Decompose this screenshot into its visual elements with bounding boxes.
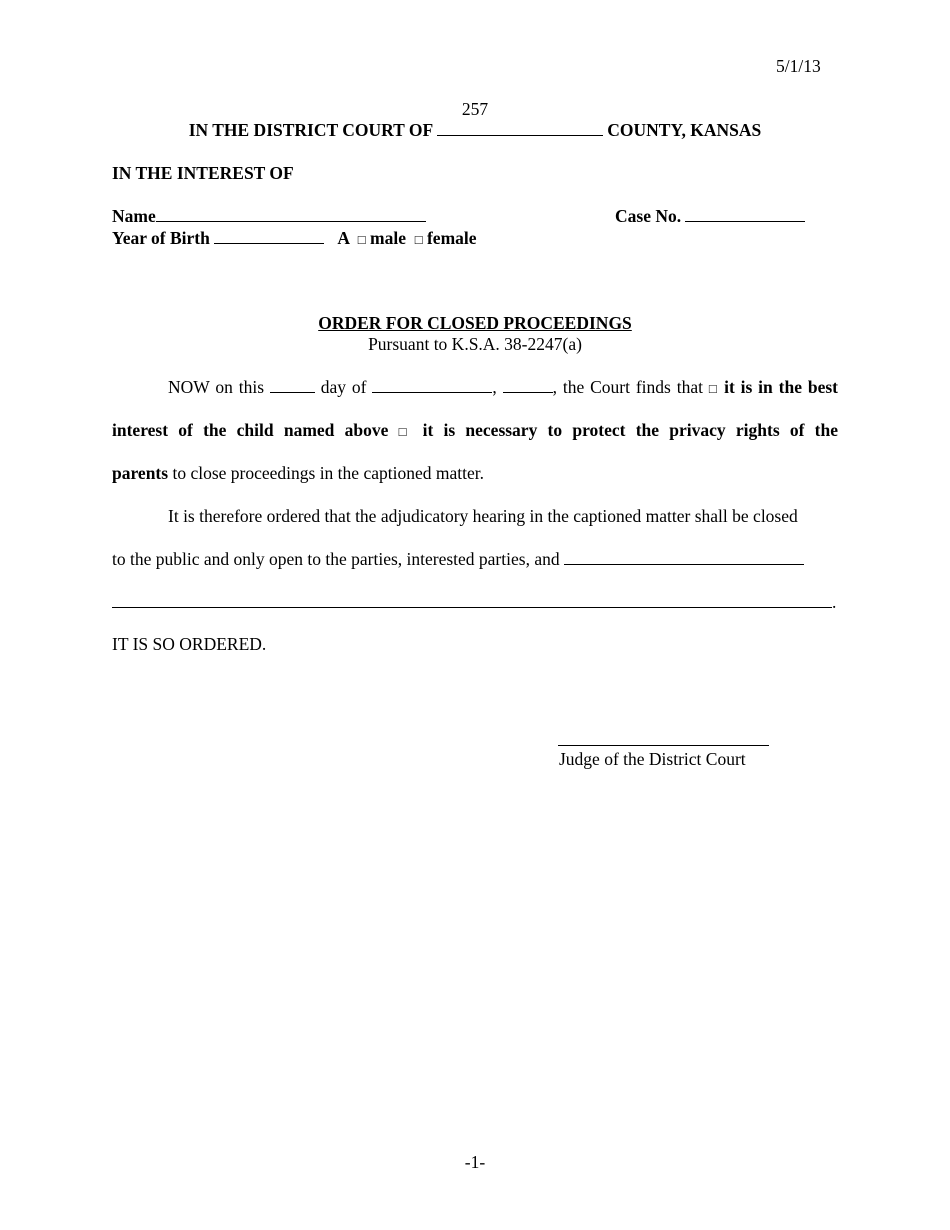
para2-line1: It is therefore ordered that the adjudicatory hearing in the captioned matter shall be closed bbox=[168, 506, 798, 526]
a-label: A bbox=[337, 228, 350, 248]
name-row bbox=[112, 206, 426, 226]
female-label: female bbox=[426, 228, 477, 248]
period: . bbox=[832, 592, 837, 612]
form-date: 5/1/13 bbox=[776, 56, 821, 76]
para1-rest: to close proceedings in the captioned matter. bbox=[172, 463, 484, 483]
signature-line[interactable] bbox=[558, 745, 769, 746]
option2-text: it is necessary to protect the privacy rights of the bbox=[422, 420, 839, 440]
option2-text-cont: parents bbox=[112, 463, 169, 483]
privacy-checkbox[interactable]: □ bbox=[398, 424, 413, 439]
court-finds-text: , the Court finds that bbox=[552, 377, 703, 397]
order-title: ORDER FOR CLOSED PROCEEDINGS bbox=[318, 313, 632, 333]
birth-row bbox=[112, 228, 477, 250]
additional-parties-blank-cont[interactable] bbox=[112, 592, 832, 608]
name-label: Name bbox=[112, 206, 156, 226]
name-blank[interactable] bbox=[156, 206, 426, 222]
day-of-text: day of bbox=[320, 377, 367, 397]
court-heading bbox=[0, 120, 950, 140]
best-interest-checkbox[interactable]: □ bbox=[708, 381, 719, 396]
female-checkbox[interactable]: □ bbox=[414, 232, 423, 247]
judge-label: Judge of the District Court bbox=[559, 749, 746, 769]
male-checkbox[interactable]: □ bbox=[357, 232, 366, 247]
day-blank[interactable] bbox=[270, 377, 315, 393]
para2-line3 bbox=[112, 592, 836, 612]
page-number: -1- bbox=[464, 1152, 486, 1172]
case-number-blank[interactable] bbox=[685, 206, 805, 222]
additional-parties-blank[interactable] bbox=[564, 549, 804, 565]
now-text: NOW on this bbox=[168, 377, 265, 397]
court-prefix: IN THE DISTRICT COURT OF bbox=[188, 120, 433, 140]
interest-of-heading: IN THE INTEREST OF bbox=[112, 163, 294, 183]
case-label: Case No. bbox=[615, 206, 682, 226]
para1-line3 bbox=[112, 463, 484, 483]
form-number: 257 bbox=[461, 99, 489, 119]
para2-text: to the public and only open to the parties, interested parties, and bbox=[112, 549, 560, 569]
male-label: male bbox=[370, 228, 406, 248]
para1-line1 bbox=[168, 377, 838, 399]
county-blank[interactable] bbox=[437, 120, 603, 136]
option1-text: it is in the best bbox=[724, 377, 838, 397]
birth-year-blank[interactable] bbox=[214, 228, 324, 244]
so-ordered: IT IS SO ORDERED. bbox=[112, 634, 267, 654]
court-suffix: COUNTY, KANSAS bbox=[607, 120, 762, 140]
statute-reference: Pursuant to K.S.A. 38-2247(a) bbox=[368, 334, 582, 354]
birth-label: Year of Birth bbox=[112, 228, 210, 248]
case-row bbox=[615, 206, 805, 226]
comma: , bbox=[492, 377, 497, 397]
para1-line2 bbox=[112, 420, 838, 442]
para2-line2 bbox=[112, 549, 804, 569]
option1-text-cont: interest of the child named above bbox=[112, 420, 389, 440]
month-blank[interactable] bbox=[372, 377, 492, 393]
year-blank[interactable] bbox=[503, 377, 553, 393]
